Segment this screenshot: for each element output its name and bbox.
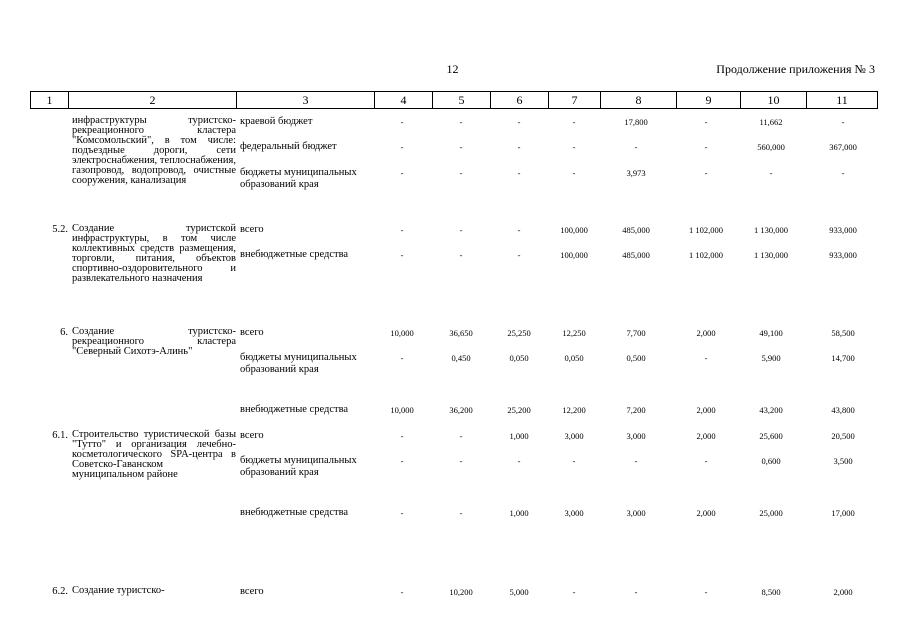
value-cell: -	[400, 456, 404, 466]
value-cell: 3,000	[564, 508, 584, 518]
value-cell: -	[400, 250, 404, 260]
value-cell: 1 102,000	[689, 250, 723, 260]
value-cell: 49,100	[759, 328, 783, 338]
value-cell: 3,500	[833, 456, 853, 466]
value-cell: 3,973	[626, 168, 646, 178]
value-cell: -	[400, 508, 404, 518]
value-cell: 2,000	[696, 328, 716, 338]
value-cell: 7,700	[626, 328, 646, 338]
funding-source: краевой бюджет	[240, 116, 313, 127]
funding-source: всего	[240, 586, 264, 597]
continuation-label: Продолжение приложения № 3	[716, 62, 875, 76]
value-cell: 1 130,000	[754, 250, 788, 260]
value-cell: 560,000	[757, 142, 785, 152]
value-cell: 10,000	[390, 405, 414, 415]
value-cell: 12,250	[562, 328, 586, 338]
value-cell: -	[459, 456, 463, 466]
value-cell: 100,000	[560, 225, 588, 235]
value-cell: -	[459, 225, 463, 235]
column-header-3: 3	[237, 92, 375, 109]
value-cell: -	[634, 456, 638, 466]
value-cell: 0,600	[761, 456, 781, 466]
column-header-9: 9	[677, 92, 741, 109]
value-cell: 25,200	[507, 405, 531, 415]
value-cell: 5,000	[509, 587, 529, 597]
value-cell: 7,200	[626, 405, 646, 415]
value-cell: 43,200	[759, 405, 783, 415]
value-cell: 1,000	[509, 508, 529, 518]
value-cell: -	[400, 142, 404, 152]
row-description: Создание туристско-	[72, 585, 165, 596]
value-cell: -	[400, 225, 404, 235]
column-header-10: 10	[741, 92, 807, 109]
value-cell: -	[517, 456, 521, 466]
value-cell: -	[769, 168, 773, 178]
value-cell: -	[400, 431, 404, 441]
value-cell: -	[634, 142, 638, 152]
value-cell: 10,200	[449, 587, 473, 597]
value-cell: 43,800	[831, 405, 855, 415]
funding-source: внебюджетные средства	[240, 249, 349, 260]
row-description: Создание туристской инфраструктуры, в том числе коллективных средств размещения, торговли, питания, объектов спортивно-оздоровительного и развлекательного назначения	[72, 223, 236, 284]
value-cell: -	[459, 142, 463, 152]
value-cell: 36,650	[449, 328, 473, 338]
value-cell: -	[704, 456, 708, 466]
value-cell: -	[459, 250, 463, 260]
value-cell: 0,050	[564, 353, 584, 363]
column-header-11: 11	[807, 92, 878, 109]
table-body	[30, 112, 877, 640]
page-number: 12	[446, 62, 459, 76]
value-cell: 1 102,000	[689, 225, 723, 235]
value-cell: 11,662	[759, 117, 783, 127]
value-cell: 3,000	[626, 508, 646, 518]
value-cell: -	[459, 168, 463, 178]
funding-source: внебюджетные средства	[240, 507, 349, 518]
row-description: Строительство туристической базы "Тутто" и организация лечебно-косметологического SPA-центра в Советско-Гаванском муниципальном районе	[72, 429, 236, 480]
funding-source: всего	[240, 430, 264, 441]
value-cell: 17,800	[624, 117, 648, 127]
value-cell: 933,000	[829, 225, 857, 235]
value-cell: 3,000	[626, 431, 646, 441]
value-cell: 933,000	[829, 250, 857, 260]
value-cell: 58,500	[831, 328, 855, 338]
value-cell: 367,000	[829, 142, 857, 152]
value-cell: -	[459, 431, 463, 441]
value-cell: -	[400, 353, 404, 363]
column-header-8: 8	[601, 92, 677, 109]
value-cell: -	[459, 117, 463, 127]
value-cell: 20,500	[831, 431, 855, 441]
funding-source: бюджеты муниципальных образований края	[240, 455, 357, 478]
value-cell: -	[704, 168, 708, 178]
value-cell: 1,000	[509, 431, 529, 441]
value-cell: 17,000	[831, 508, 855, 518]
value-cell: 2,000	[696, 431, 716, 441]
value-cell: 0,500	[626, 353, 646, 363]
column-header-6: 6	[491, 92, 549, 109]
value-cell: -	[517, 225, 521, 235]
column-header-5: 5	[433, 92, 491, 109]
table-header	[30, 91, 878, 109]
value-cell: 485,000	[622, 225, 650, 235]
value-cell: 36,200	[449, 405, 473, 415]
value-cell: -	[704, 353, 708, 363]
value-cell: -	[572, 587, 576, 597]
value-cell: 3,000	[564, 431, 584, 441]
value-cell: -	[841, 168, 845, 178]
value-cell: -	[704, 587, 708, 597]
column-header-1: 1	[31, 92, 69, 109]
value-cell: -	[517, 142, 521, 152]
value-cell: 0,050	[509, 353, 529, 363]
value-cell: 1 130,000	[754, 225, 788, 235]
row-number: 6.2.	[52, 586, 68, 597]
row-description: инфраструктуры туристско-рекреационного кластера "Комсомольский", в том числе: подъездные дороги, сети электроснабжения, теплоснабжения, газопровод, водопровод, очистные сооружения, канализация	[72, 115, 236, 186]
value-cell: -	[400, 117, 404, 127]
value-cell: 25,250	[507, 328, 531, 338]
value-cell: 2,000	[696, 508, 716, 518]
value-cell: 14,700	[831, 353, 855, 363]
value-cell: -	[459, 508, 463, 518]
funding-source: всего	[240, 224, 264, 235]
value-cell: 25,000	[759, 508, 783, 518]
value-cell: 10,000	[390, 328, 414, 338]
funding-source: всего	[240, 327, 264, 338]
value-cell: -	[704, 117, 708, 127]
column-header-2: 2	[69, 92, 237, 109]
value-cell: -	[572, 168, 576, 178]
row-number: 6.1.	[52, 430, 68, 441]
value-cell: 12,200	[562, 405, 586, 415]
value-cell: -	[400, 587, 404, 597]
column-header-7: 7	[549, 92, 601, 109]
value-cell: -	[572, 117, 576, 127]
value-cell: -	[704, 142, 708, 152]
value-cell: 2,000	[696, 405, 716, 415]
value-cell: -	[841, 117, 845, 127]
row-number: 6.	[60, 327, 68, 338]
value-cell: -	[517, 117, 521, 127]
value-cell: 2,000	[833, 587, 853, 597]
value-cell: 100,000	[560, 250, 588, 260]
value-cell: -	[517, 168, 521, 178]
value-cell: -	[517, 250, 521, 260]
value-cell: 8,500	[761, 587, 781, 597]
value-cell: -	[572, 142, 576, 152]
column-header-4: 4	[375, 92, 433, 109]
row-description: Создание туристско-рекреационного кластера "Северный Сихотэ-Алинь"	[72, 326, 236, 357]
value-cell: 5,900	[761, 353, 781, 363]
value-cell: -	[400, 168, 404, 178]
funding-source: федеральный бюджет	[240, 141, 337, 152]
funding-source: бюджеты муниципальных образований края	[240, 352, 357, 375]
value-cell: 0,450	[451, 353, 471, 363]
row-number: 5.2.	[52, 224, 68, 235]
funding-source: бюджеты муниципальных образований края	[240, 167, 357, 190]
value-cell: -	[572, 456, 576, 466]
funding-source: внебюджетные средства	[240, 404, 349, 415]
value-cell: 25,600	[759, 431, 783, 441]
value-cell: -	[634, 587, 638, 597]
value-cell: 485,000	[622, 250, 650, 260]
